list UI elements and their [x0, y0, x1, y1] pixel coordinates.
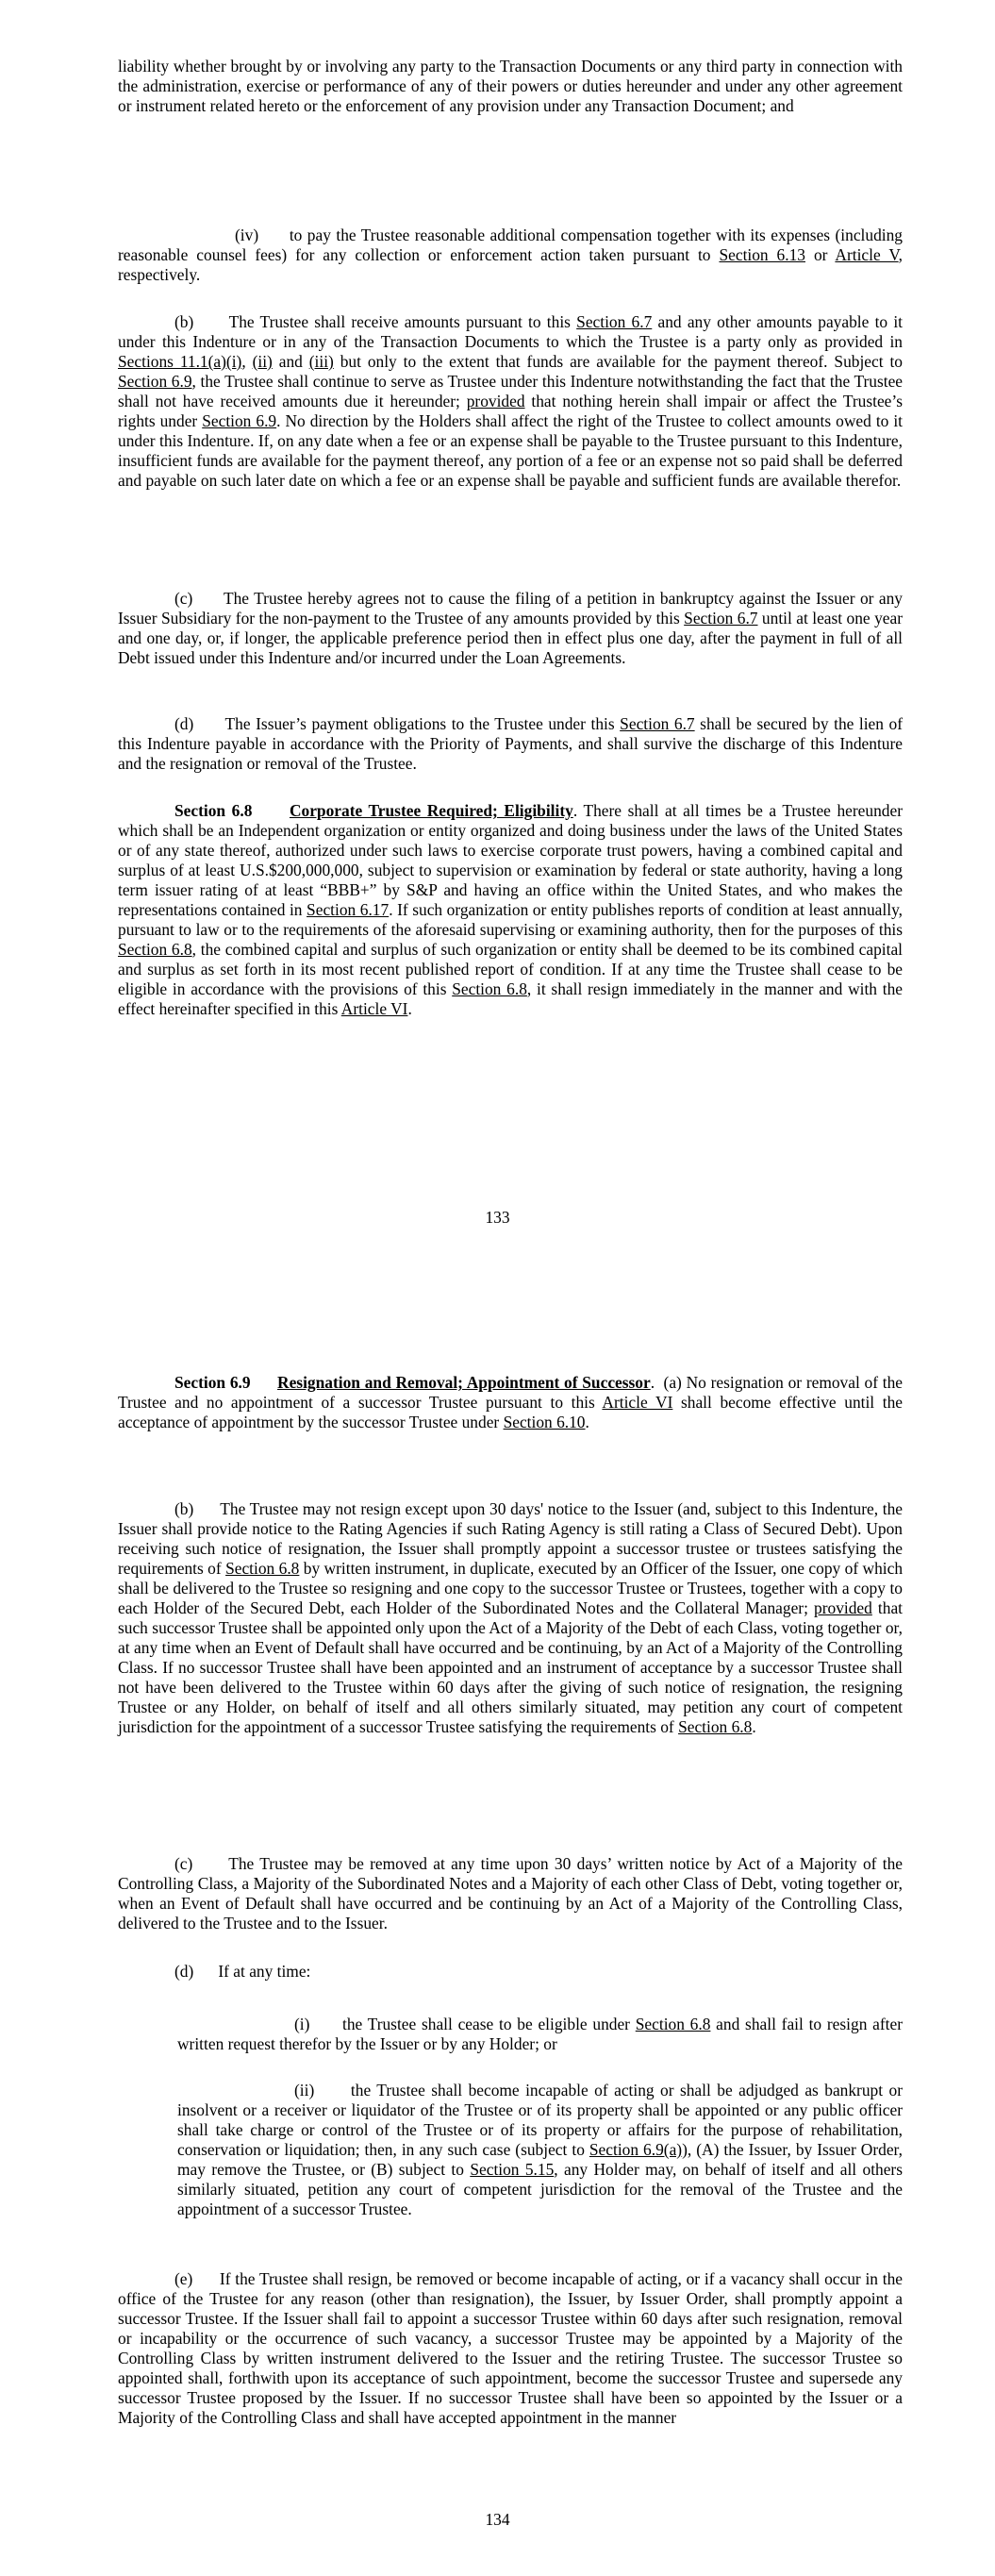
cross-reference: Section 6.9	[118, 372, 192, 391]
paragraph-6-9-d	[118, 1962, 903, 1982]
paragraph-c	[118, 589, 903, 668]
text-run: (iv) to pay the Trustee reasonable additional compensation together with its expenses (including reasonable counsel fees) for any collection or enforcement action taken pursuant to	[118, 226, 903, 264]
text-run: that such successor Trustee shall be appointed only upon the Act of a Majority of the Debt of each Class, voting together or, at any time when an Event of Default shall have occurred and be continuing, by an Act of a Majority of the Controlling Class. If no successor Trustee shall have been appointed and an instrument of acceptance by a successor Trustee shall not have been delivered to the Trustee within 60 days after the giving of such notice of resignation, the resigning Trustee or any Holder, on behalf of itself and all others similarly situated, may petition any court of competent jurisdiction for the appointment of a successor Trustee satisfying the requirements of	[118, 1598, 903, 1736]
text-run: and	[272, 352, 309, 371]
page-number: 134	[485, 2510, 510, 2529]
cross-reference: Article V	[835, 245, 899, 264]
text-run: ,	[241, 352, 253, 371]
text-run: . There shall at all times be a Trustee hereunder which shall be an Independent organization or entity organized and doing business under the laws of the United States or of any state thereof, authorized under such laws to exercise corporate trust powers, having a combined capital and surplus of at least U.S.$200,000,000, subject to supervision or examination by federal or state authority, having a long term issuer rating of at least “BBB+” by S&P and having an office within the United States, and who makes the representations contained in	[118, 801, 903, 919]
cross-reference: Section 6.13	[719, 245, 805, 264]
text-run: , any Holder may, on behalf of itself and all others similarly situated, petition any court of competent jurisdiction for the removal of the Trustee and the appointment of a successor Trustee.	[177, 2160, 903, 2218]
cross-reference: Section 6.7	[576, 312, 653, 331]
cross-reference: Section 6.9	[202, 411, 277, 430]
section-6-9-a	[118, 1373, 903, 1432]
text-run: Section 6.8	[174, 801, 290, 820]
text-run: , it shall resign immediately in the manner and with the effect hereinafter specified in this	[118, 979, 903, 1018]
cross-reference: Section 6.7	[620, 714, 695, 733]
text-run: (ii) the Trustee shall become incapable of acting or shall be adjudged as bankrupt or insolvent or a receiver or liquidator of the Trustee or of its property shall be appointed or any public officer shall take charge or control of the Trustee or of its property or affairs for the purpose of rehabilitation, conservation or liquidation; then, in any such case (subject to	[177, 2081, 903, 2159]
cross-reference: Section 6.17	[307, 900, 390, 919]
cross-reference: (iii)	[308, 352, 334, 371]
paragraph-b	[118, 312, 903, 491]
text-run: or	[805, 245, 836, 264]
text-run: . No direction by the Holders shall affect the right of the Trustee to collect amounts owed to it under this Indenture. If, on any date when a fee or an expense shall be payable to the Trustee pursuant to this Indenture, insufficient funds are available for the payment thereof, any portion of a fee or an expense not so paid shall be deferred and payable on such later date on which a fee or an expense shall be payable and sufficient funds are available therefor.	[118, 411, 904, 490]
text-run: , the Trustee shall continue to serve as Trustee under this Indenture notwithstanding the fact that the Trustee shall not have received amounts due it hereunder;	[118, 372, 904, 410]
text-run: , respectively.	[118, 245, 903, 284]
cross-reference: Article VI	[602, 1393, 673, 1412]
text-run: (d) The Issuer’s payment obligations to the Trustee under this	[174, 714, 621, 733]
text-run: and shall fail to resign after written request therefor by the Issuer or by any Holder; or	[177, 2015, 904, 2053]
text-run: .	[752, 1717, 756, 1736]
paragraph-6-9-b	[118, 1499, 903, 1737]
paragraph-d	[118, 714, 903, 774]
text-run: Section 6.9	[174, 1373, 278, 1392]
paragraph-6-9-e	[118, 2269, 903, 2428]
cross-reference: provided	[814, 1598, 872, 1617]
cross-reference: Section 6.8	[452, 979, 527, 998]
text-run: that nothing herein shall impair or affect the Trustee’s rights under	[118, 392, 903, 430]
text-run: (b) The Trustee shall receive amounts pursuant to this	[174, 312, 577, 331]
cross-reference: Sections 11.1(a)(i)	[118, 352, 242, 371]
cross-reference: Corporate Trustee Required; Eligibility	[289, 801, 573, 820]
text-run: (c) The Trustee hereby agrees not to cause the filing of a petition in bankruptcy against the Issuer or any Issuer Subsidiary for the non-payment to the Trustee of any amounts provided by this	[118, 589, 903, 627]
text-run: .	[407, 999, 412, 1018]
text-run: ), (A) the Issuer, by Issuer Order, may remove the Trustee, or (B) subject to	[177, 2140, 903, 2179]
cross-reference: Section 6.8	[678, 1717, 753, 1736]
text-run: . (a) No resignation or removal of the Trustee and no appointment of a successor Trustee pursuant to this	[118, 1373, 904, 1412]
text-run: until at least one year and one day, or, if longer, the applicable preference period then in effect plus one day, after the payment in full of all Debt issued under this Indenture and/or incurred under the Loan Agreements.	[118, 609, 904, 667]
page-number: 133	[485, 1208, 510, 1227]
text-run: and any other amounts payable to it under this Indenture or in any of the Transaction Documents to which the Trustee is a party only as provided in	[118, 312, 903, 351]
cross-reference: Section 6.8	[635, 2015, 711, 2033]
text-run: , the combined capital and surplus of such organization or entity shall be deemed to be its combined capital and surplus as set forth in its most recent published report of condition. If at any time the Trustee shall cease to be eligible in accordance with the provisions of this	[118, 940, 903, 998]
text-run: shall become effective until the acceptance of appointment by the successor Trustee under	[118, 1393, 903, 1431]
paragraph-6-9-c	[118, 1854, 903, 1933]
paragraph-6-9-d-i	[177, 2015, 903, 2054]
text-run: by written instrument, in duplicate, executed by an Officer of the Issuer, one copy of which shall be delivered to the Trustee so resigning and one copy to the successor Trustee or Trustees, together with a copy to each Holder of the Secured Debt, each Holder of the Subordinated Notes and the Collateral Manager;	[118, 1559, 904, 1617]
text-run: (b) The Trustee may not resign except upon 30 days' notice to the Issuer (and, subject to this Indenture, the Issuer shall provide notice to the Rating Agencies if such Rating Agency is still rating a Class of Secured Debt). Upon receiving such notice of resignation, the Issuer shall promptly appoint a successor trustee or trustees satisfying the requirements of	[118, 1499, 903, 1578]
text-run: (c) The Trustee may be removed at any time upon 30 days’ written notice by Act of a Majority of the Controlling Class, a Majority of the Subordinated Notes and a Majority of each other Class of Debt, voting together or, when an Event of Default shall have occurred and be continuing by an Act of a Majority of the Controlling Class, delivered to the Trustee and to the Issuer.	[118, 1854, 903, 1932]
cross-reference: Section 6.8	[225, 1559, 300, 1578]
cross-reference: Section 6.7	[684, 609, 758, 627]
paragraph-liability	[118, 57, 903, 116]
paragraph-6-9-d-ii	[177, 2081, 903, 2219]
text-run: (i) the Trustee shall cease to be eligible under	[294, 2015, 636, 2033]
page-134	[0, 1288, 995, 2576]
text-run: .	[585, 1413, 589, 1431]
paragraph-iv	[118, 226, 903, 285]
text-run: shall be secured by the lien of this Indenture payable in accordance with the Priority of Payments, and shall survive the discharge of this Indenture and the resignation or removal of the Trustee.	[118, 714, 904, 773]
section-6-8	[118, 801, 903, 1019]
text-run: (d) If at any time:	[174, 1962, 311, 1981]
text-run: (e) If the Trustee shall resign, be removed or become incapable of acting, or if a vacancy shall occur in the office of the Trustee for any reason (other than resignation), the Issuer, by Issuer Order, shall promptly appoint a successor Trustee. If the Issuer shall fail to appoint a successor Trustee within 60 days after such resignation, removal or incapability or the occurrence of such vacancy, a successor Trustee may be appointed by a Majority of the Controlling Class by written instrument delivered to the Issuer and the retiring Trustee. The successor Trustee so appointed shall, forthwith upon its acceptance of such appointment, become the successor Trustee and supersede any successor Trustee proposed by the Issuer. If no successor Trustee shall have been so appointed by the Issuer or a Majority of the Controlling Class and shall have accepted appointment in the manner	[118, 2269, 903, 2427]
cross-reference: provided	[466, 392, 525, 410]
cross-reference: Resignation and Removal; Appointment of Successor	[277, 1373, 651, 1392]
cross-reference: Section 6.8	[118, 940, 192, 959]
cross-reference: Section 5.15	[470, 2160, 555, 2179]
text-run: . If such organization or entity publishes reports of condition at least annually, pursuant to law or to the requirements of the aforesaid supervising or examining authority, then for the purposes of this	[118, 900, 903, 939]
cross-reference: Section 6.10	[503, 1413, 586, 1431]
cross-reference: Section 6.9(a)	[589, 2140, 683, 2159]
cross-reference: (ii)	[252, 352, 273, 371]
text-run: liability whether brought by or involving any party to the Transaction Documents or any third party in connection with the administration, exercise or performance of any of their powers or duties hereunder and under any other agreement or instrument related hereto or the enforcement of any provision under any Transaction Document; and	[118, 57, 903, 115]
text-run: but only to the extent that funds are available for the payment thereof. Subject to	[333, 352, 903, 371]
cross-reference: Article VI	[340, 999, 408, 1018]
